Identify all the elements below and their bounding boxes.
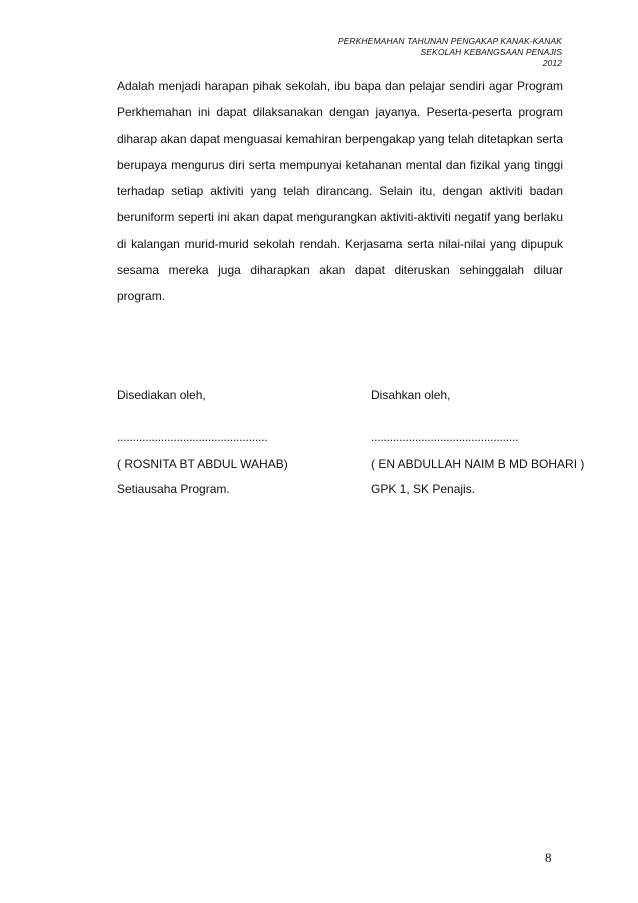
header-year: 2012 (542, 58, 562, 68)
prepared-by-label: Disediakan oleh, (117, 388, 206, 402)
page-number: 8 (545, 850, 552, 865)
prepared-signature-line: ................................................ (117, 430, 268, 444)
prepared-by-name: ( ROSNITA BT ABDUL WAHAB) (117, 457, 288, 471)
prepared-by-role: Setiausaha Program. (117, 482, 230, 496)
approved-signature-line: ............................................... (371, 430, 519, 444)
document-header (338, 36, 562, 69)
approved-by-role: GPK 1, SK Penajis. (371, 482, 476, 496)
header-school-name: SEKOLAH KEBANGSAAN PENAJIS (420, 47, 562, 57)
approved-by-name: ( EN ABDULLAH NAIM B MD BOHARI ) (371, 457, 585, 471)
body-paragraph: Adalah menjadi harapan pihak sekolah, ibu bapa dan pelajar sendiri agar Program Perkhemahan ini dapat dilaksanakan dengan jayanya. Peserta-peserta program diharap akan dapat menguasai kemahiran berpengakap yang telah ditetapkan serta berupaya mengurus diri serta mempunyai ketahanan mental dan fizikal yang tinggi terhadap setiap aktiviti yang telah dirancang. Selain itu, dengan aktiviti badan beruniform seperti ini akan dapat mengurangkan aktiviti-aktiviti negatif yang berlaku di kalangan murid-murid sekolah rendah. Kerjasama serta nilai-nilai yang dipupuk sesama mereka juga diharapkan akan dapat diteruskan sehinggalah diluar program. (117, 79, 563, 304)
approved-by-label: Disahkan oleh, (371, 388, 451, 402)
header-event-title: PERKHEMAHAN TAHUNAN PENGAKAP KANAK-KANAK (337, 36, 562, 46)
